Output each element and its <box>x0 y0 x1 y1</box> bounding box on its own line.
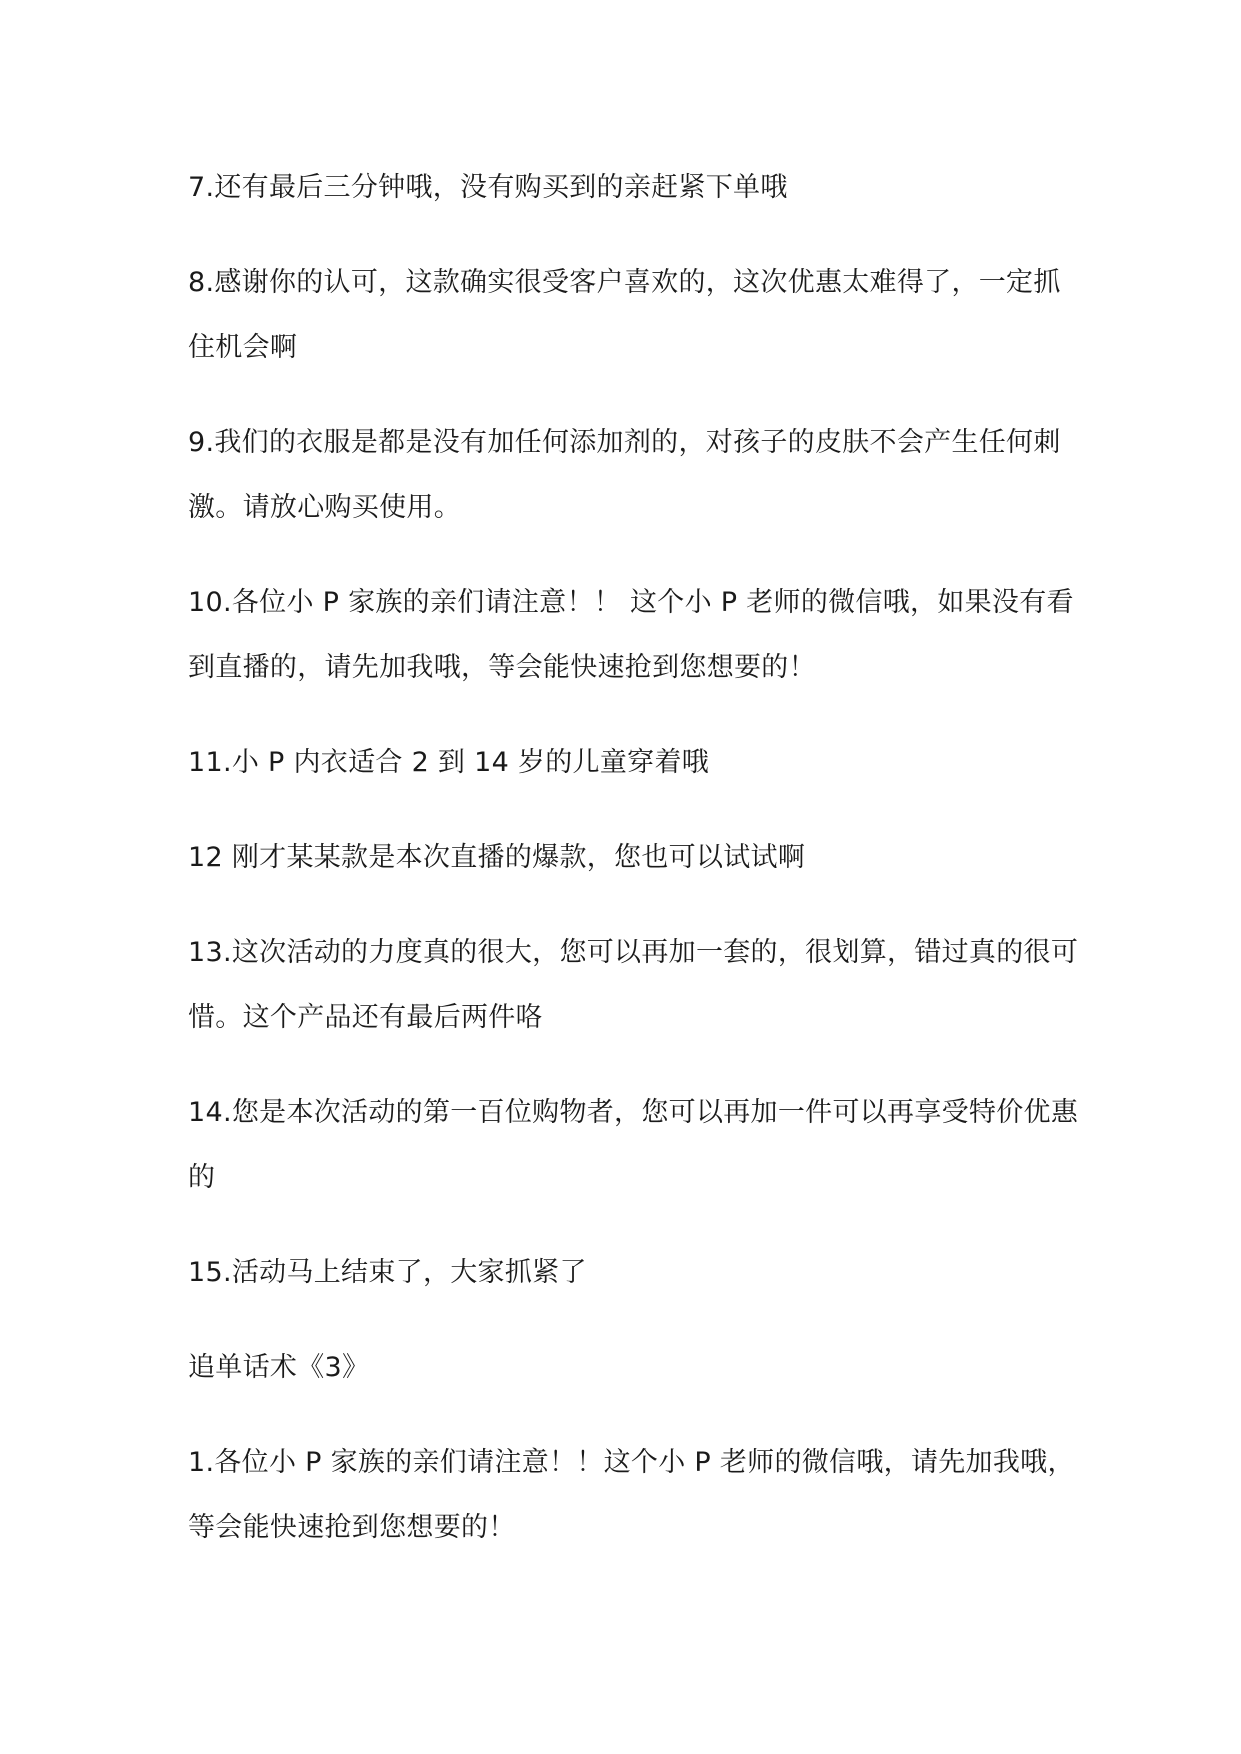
paragraph-item-8: 8.感谢你的认可，这款确实很受客户喜欢的，这次优惠太难得了，一定抓住机会啊 <box>188 267 1061 363</box>
paragraph-item-12: 12 刚才某某款是本次直播的爆款，您也可以试试啊 <box>188 842 806 873</box>
section-heading: 追单话术《3》 <box>188 1352 370 1383</box>
paragraph-item-15: 15.活动马上结束了，大家抓紧了 <box>188 1257 587 1288</box>
paragraph-item-14: 14.您是本次活动的第一百位购物者，您可以再加一件可以再享受特价优惠的 <box>188 1097 1079 1193</box>
paragraph-item-11: 11.小 P 内衣适合 2 到 14 岁的儿童穿着哦 <box>188 747 710 778</box>
paragraph-item-13: 13.这次活动的力度真的很大，您可以再加一套的，很划算，错过真的很可惜。这个产品还有最后两件咯 <box>188 937 1079 1033</box>
paragraph-item-7: 7.还有最后三分钟哦，没有购买到的亲赶紧下单哦 <box>188 172 788 203</box>
paragraph-item-10: 10.各位小 P 家族的亲们请注意！！ 这个小 P 老师的微信哦，如果没有看到直播的，请先加我哦，等会能快速抢到您想要的！ <box>188 587 1074 683</box>
paragraph-item-section3-1: 1.各位小 P 家族的亲们请注意！！这个小 P 老师的微信哦，请先加我哦，等会能快速抢到您想要的！ <box>188 1447 1075 1543</box>
paragraph-item-9: 9.我们的衣服是都是没有加任何添加剂的，对孩子的皮肤不会产生任何刺激。请放心购买使用。 <box>188 427 1061 523</box>
